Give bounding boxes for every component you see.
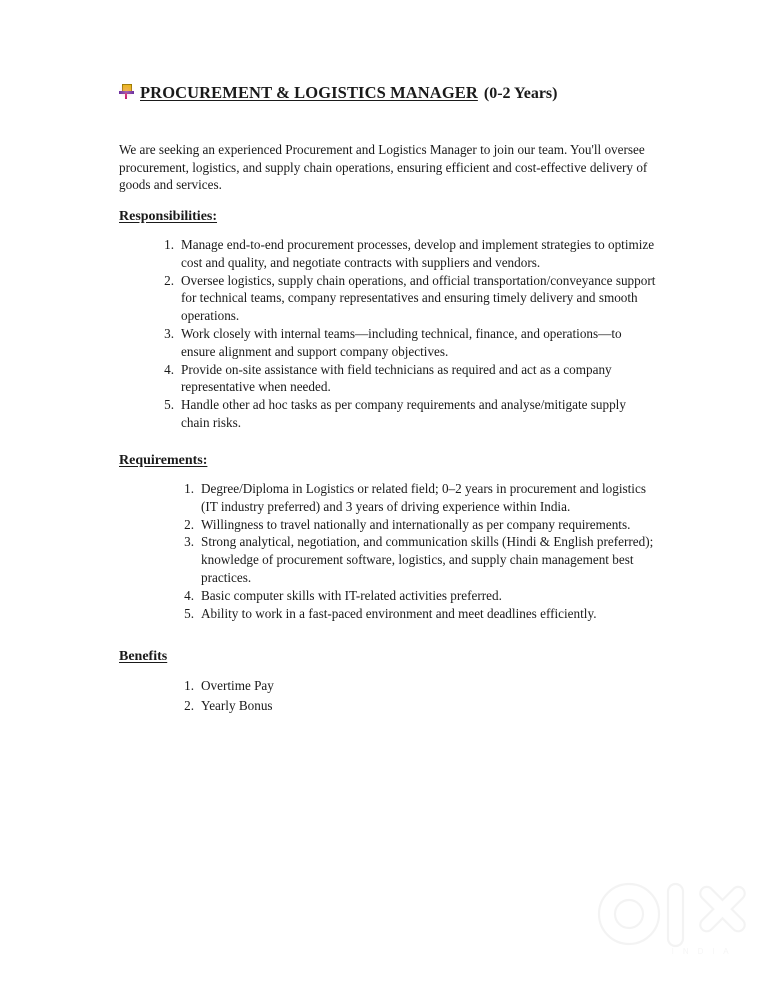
list-item [176,696,476,716]
list-item [156,361,656,397]
olx-watermark [596,876,748,958]
list-item [176,533,656,586]
list-item-text: Basic computer skills with IT-related activities preferred. [201,587,502,603]
list-item-text: Overtime Pay [201,678,274,693]
list-item [176,480,656,516]
list-item-text: Manage end-to-end procurement processes, develop and implement strategies to optimize cost and quality, and negotiate contracts with suppliers and vendors. [181,237,655,270]
pushpin-icon [119,84,134,99]
list-item-text: Provide on-site assistance with field technicians as required and act as a company representative when needed. [181,361,612,395]
list-item-number: 2. [184,516,194,532]
olx-logo-icon [596,876,748,958]
section-heading-responsibilities: Responsibilities: [119,209,218,224]
list-item-number: 1. [164,237,174,252]
list-item-number: 5. [184,605,194,621]
list-item-text: Work closely with internal teams—including technical, finance, and operations—to ensure alignment and support company objectives. [181,325,622,359]
list-item-number: 3. [184,534,194,550]
list-item-text: Oversee logistics, supply chain operations, and official transportation/conveyance support for technical teams, company representatives and ensuring timely delivery and smooth operations. [181,272,656,324]
list-item-number: 4. [164,361,174,377]
list-item-number: 3. [164,325,174,341]
list-item-number: 1. [184,481,194,496]
watermark-subtitle: I N D I A [671,947,732,956]
section-heading-requirements: Requirements: [119,453,208,468]
responsibilities-list [156,236,656,432]
list-item-number: 4. [184,587,194,603]
job-experience-range: (0-2 Years) [483,85,558,102]
list-item [156,396,656,432]
list-item [176,676,476,696]
list-item-number: 2. [184,697,194,713]
list-item-number: 5. [164,397,174,413]
list-item-text: Willingness to travel nationally and internationally as per company requirements. [201,516,631,532]
section-heading-benefits: Benefits [119,649,168,664]
list-item [176,516,656,534]
list-item-text: Ability to work in a fast-paced environment and meet deadlines efficiently. [201,605,597,621]
list-item-text: Degree/Diploma in Logistics or related field; 0–2 years in procurement and logistics (IT industry preferred) and 3 years of driving experience within India. [201,481,646,514]
requirements-list [176,480,656,622]
benefits-list [176,676,476,715]
list-item-text: Strong analytical, negotiation, and communication skills (Hindi & English preferred); knowledge of procurement software, logistics, and supply chain management best practices. [201,534,654,585]
list-item-text: Handle other ad hoc tasks as per company requirements and analyse/mitigate supply chain risks. [181,397,626,430]
list-item [156,236,656,272]
page-title [119,83,557,103]
list-item [176,605,656,623]
list-item [156,272,656,325]
list-item-number: 2. [164,272,174,288]
list-item-number: 1. [184,678,194,693]
list-item-text: Yearly Bonus [201,697,273,713]
list-item [156,325,656,361]
job-title-text: PROCUREMENT & LOGISTICS MANAGER [140,83,478,102]
list-item [176,587,656,605]
job-summary-paragraph: We are seeking an experienced Procurement and Logistics Manager to join our team. You'll oversee procurement, logistics, and supply chain operations, ensuring efficient and cost-effective delivery of goods and services. [119,142,648,193]
